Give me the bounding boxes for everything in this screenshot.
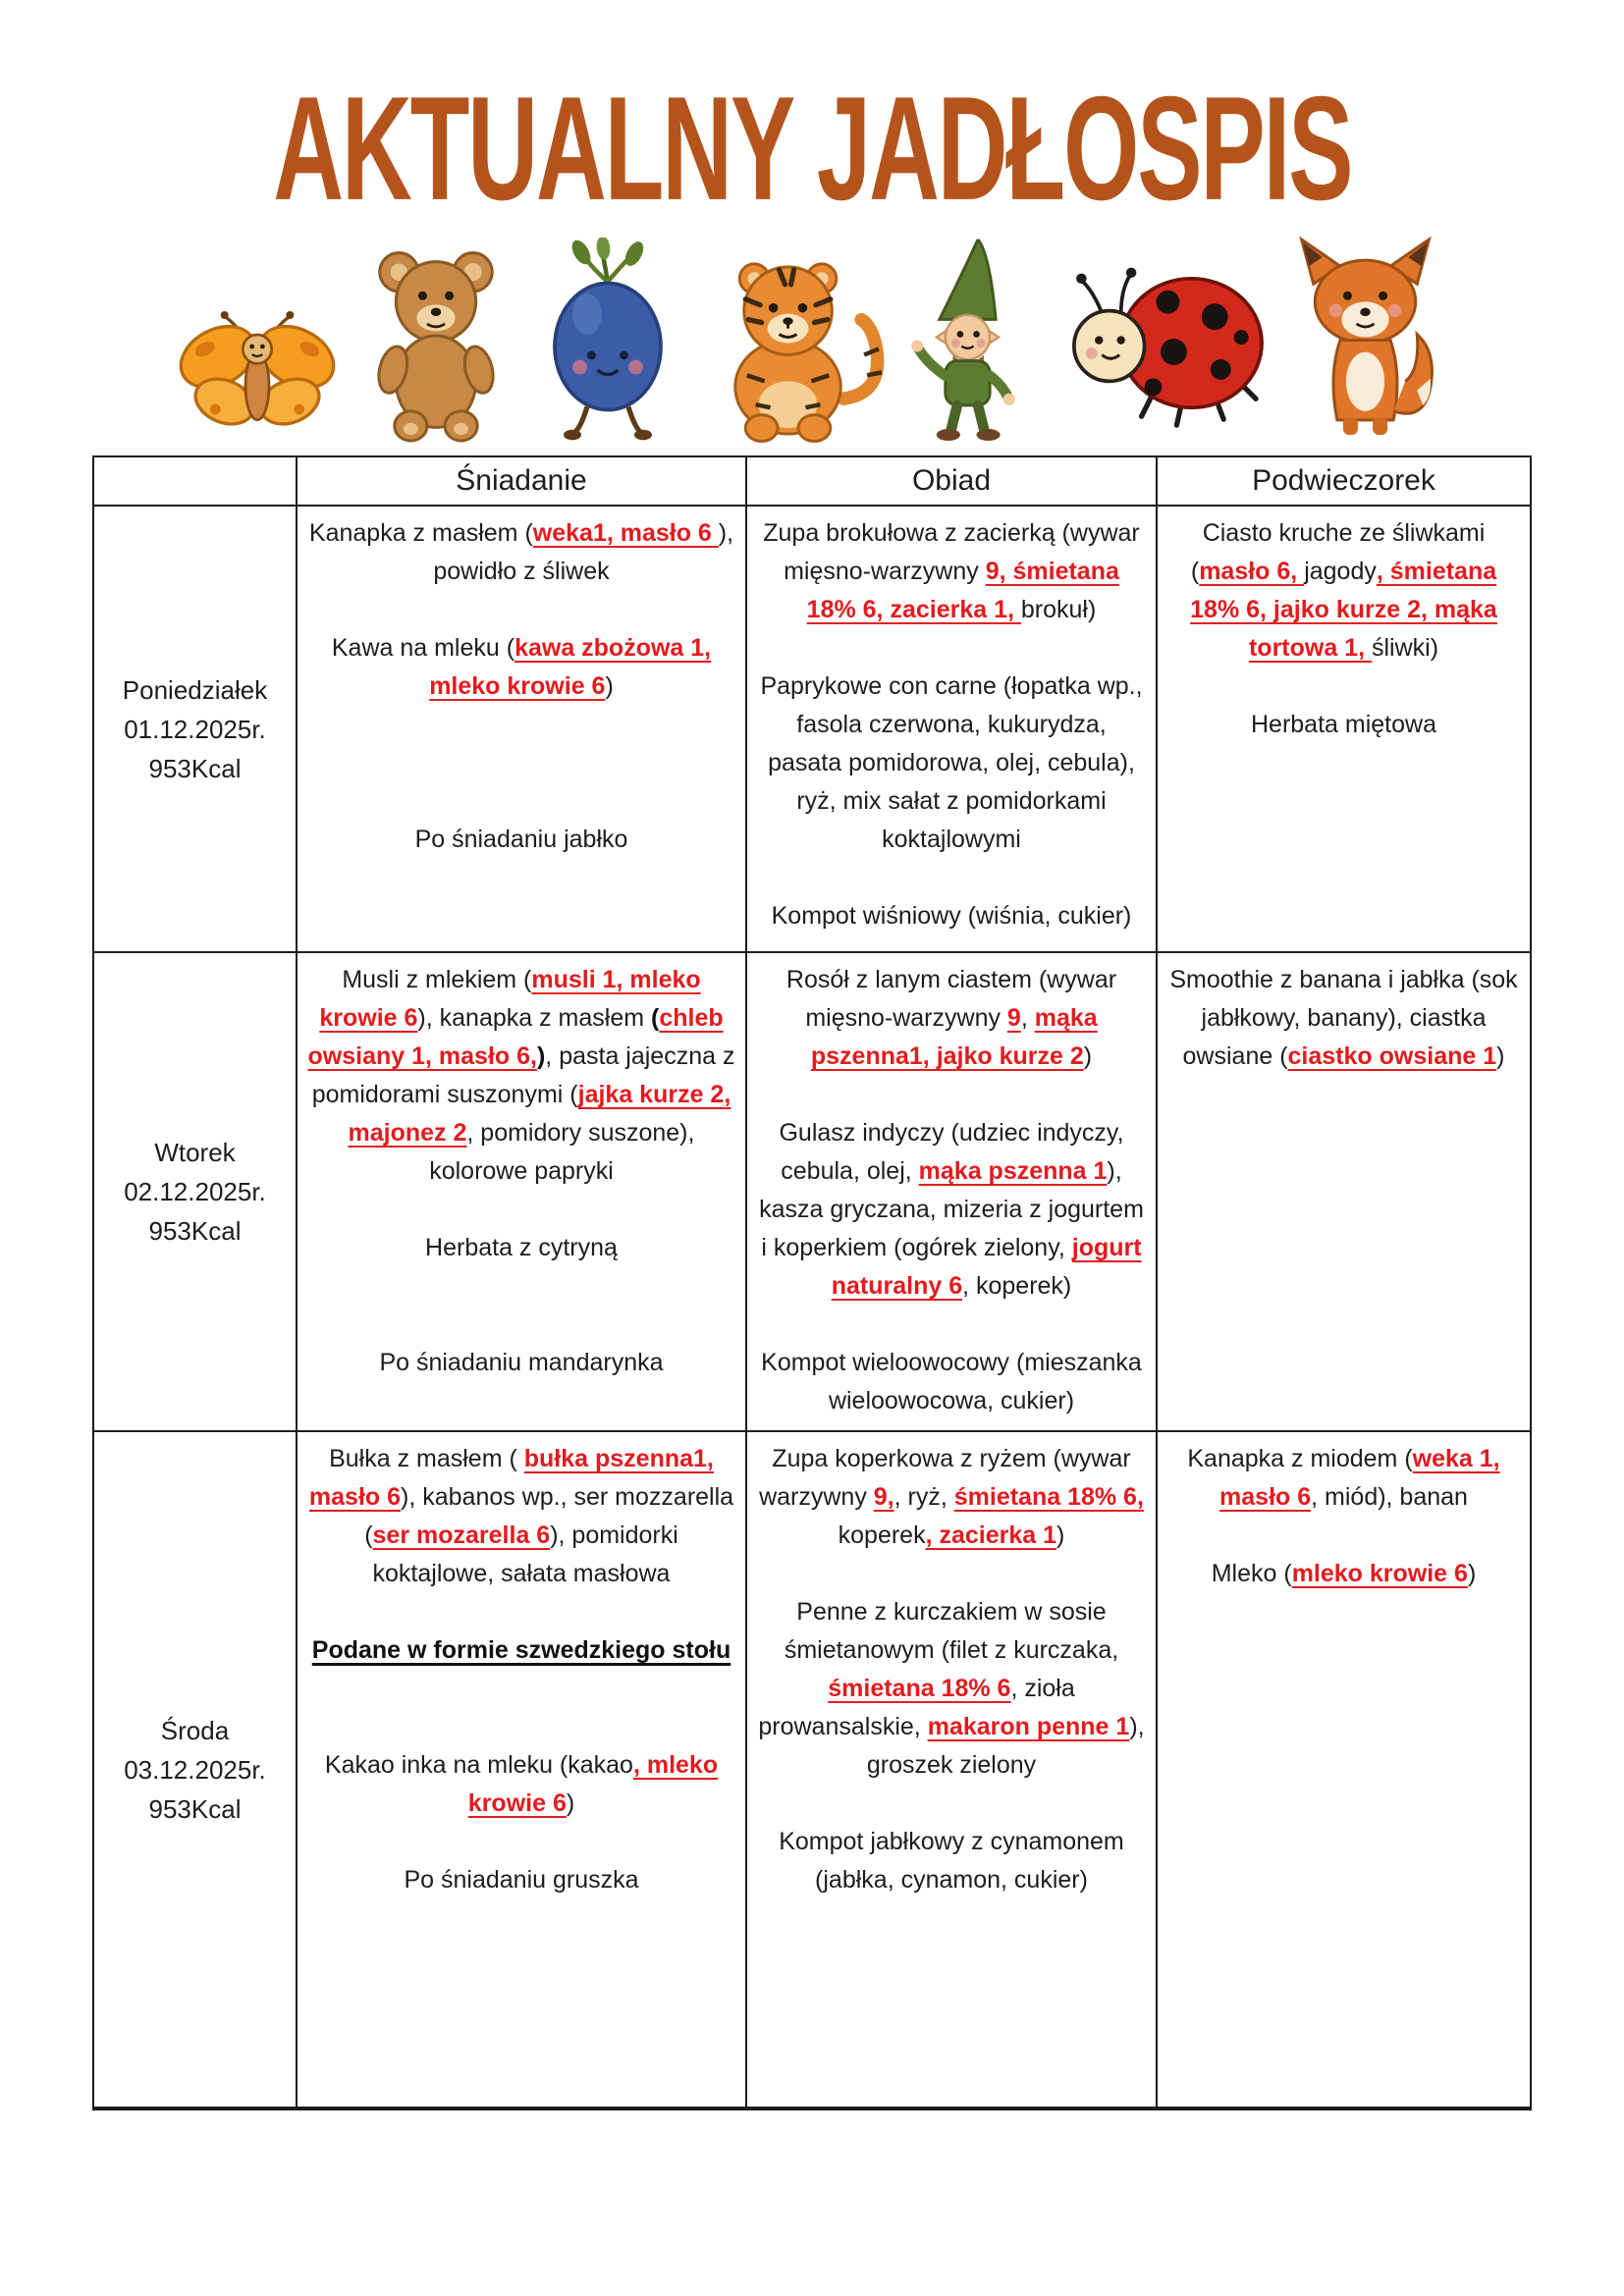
- text-segment: Kanapka z miodem (: [1187, 1445, 1413, 1472]
- text-segment: ), pomidorki koktajlowe, sałata masłowa: [372, 1522, 678, 1587]
- text-segment: ), kabanos wp., ser mozzarella (: [364, 1483, 734, 1549]
- menu-paragraph: [757, 1593, 1146, 1785]
- day-cell-sroda: [93, 1431, 297, 2109]
- menu-paragraph: [1167, 514, 1520, 667]
- text-segment: ), kanapka z masłem: [417, 1004, 652, 1032]
- blueberry-illustration: [528, 238, 687, 444]
- allergen-text-segment: weka 1, masło 6: [1219, 1445, 1500, 1511]
- menu-cell-podwieczorek-wtorek: [1157, 952, 1531, 1431]
- day-kcal: 953Kcal: [148, 1216, 242, 1246]
- menu-cell-sniadanie-sroda: [297, 1431, 746, 2109]
- allergen-text-segment: kawa zbożowa 1, mleko krowie 6: [429, 634, 712, 700]
- butterfly-illustration: [171, 296, 344, 444]
- text-segment: Rosół z lanym ciastem (wywar mięsno-warzywny: [785, 966, 1117, 1032]
- day-cell-wtorek: [93, 952, 297, 1431]
- menu-paragraph: [1167, 1440, 1520, 1517]
- spacer: [307, 744, 735, 782]
- allergen-text-segment: 9: [1006, 1004, 1021, 1032]
- text-segment: brokuł): [1020, 596, 1097, 623]
- text-segment: ): [1056, 1522, 1065, 1549]
- spacer: [1167, 667, 1520, 706]
- allergen-text-segment: 9, śmietana 18% 6, zacierka 1,: [806, 558, 1119, 623]
- menu-paragraph: [307, 961, 735, 1191]
- allergen-text-segment: jajka kurze 2, majonez 2: [348, 1081, 731, 1147]
- spacer: [307, 706, 735, 744]
- allergen-text-segment: , śmietana 18% 6, jajko kurze 2, mąka tortowa 1,: [1190, 558, 1497, 662]
- text-segment: ): [1083, 1042, 1093, 1070]
- spacer: [307, 1267, 735, 1306]
- menu-row-poniedzialek: [93, 506, 1531, 952]
- spacer: [307, 1306, 735, 1344]
- day-date: 03.12.2025r.: [124, 1754, 266, 1785]
- allergen-text-segment: , zacierka 1: [925, 1522, 1057, 1549]
- page-title-wrap: [0, 0, 1624, 232]
- day-date: 02.12.2025r.: [124, 1177, 266, 1206]
- allergen-text-segment: śmietana 18% 6,: [953, 1483, 1144, 1511]
- text-segment: ), powidło z śliwek: [433, 519, 734, 585]
- animal-illustration-strip: [0, 232, 1624, 444]
- menu-header-row: [93, 456, 1531, 506]
- allergen-text-segment: ciastko owsiane 1: [1287, 1042, 1497, 1070]
- menu-cell-sniadanie-wtorek: [297, 952, 746, 1431]
- spacer: [757, 1306, 1146, 1344]
- text-segment: Po śniadaniu jabłko: [414, 826, 628, 853]
- text-segment: Kakao inka na mleku (kakao: [324, 1751, 633, 1779]
- text-segment: Herbata z cytryną: [425, 1234, 618, 1261]
- text-segment: Zupa brokułowa z zacierką (wywar mięsno-warzywny: [763, 519, 1140, 585]
- menu-paragraph: [307, 1440, 735, 1593]
- menu-cell-obiad-wtorek: [746, 952, 1157, 1431]
- text-segment: Gulasz indyczy (udziec indyczy, cebula, olej,: [779, 1119, 1124, 1185]
- spacer: [757, 1555, 1146, 1593]
- day-kcal: 953Kcal: [148, 1793, 242, 1824]
- menu-paragraph: [307, 1631, 735, 1670]
- day-name: Środa: [160, 1715, 230, 1745]
- text-segment: ): [1467, 1560, 1477, 1587]
- allergen-text-segment: śmietana 18% 6: [828, 1675, 1011, 1702]
- day-name: Poniedziałek: [122, 674, 268, 705]
- menu-paragraph: [307, 1229, 735, 1267]
- allergen-text-segment: , mleko krowie 6: [467, 1751, 719, 1817]
- teddy-bear-illustration: [353, 240, 518, 444]
- text-segment: Penne z kurczakiem w sosie śmietanowym (filet z kurczaka,: [784, 1598, 1119, 1664]
- menu-cell-obiad-sroda: [746, 1431, 1157, 2109]
- allergen-text-segment: jogurt naturalny 6: [831, 1234, 1142, 1300]
- menu-cell-podwieczorek-poniedzialek: [1157, 506, 1531, 952]
- day-kcal: 953Kcal: [148, 753, 242, 783]
- text-segment: , pasta jajeczna z pomidorami suszonymi (: [311, 1042, 735, 1108]
- text-segment: ): [605, 672, 614, 700]
- text-segment: Bułka z masłem (: [329, 1445, 524, 1472]
- text-segment: Paprykowe con carne (łopatka wp., fasola czerwona, kukurydza, pasata pomidorowa, olej, cebula), ryż, mix sałat z pomidorkami koktajlowymi: [760, 672, 1143, 853]
- menu-paragraph: [757, 514, 1146, 629]
- allergen-text-segment: mleko krowie 6: [1291, 1560, 1468, 1587]
- menu-row-sroda: [93, 1431, 1531, 2109]
- text-segment: Herbata miętowa: [1251, 711, 1436, 738]
- menu-paragraph: [1167, 1555, 1520, 1593]
- allergen-text-segment: 9,: [873, 1483, 894, 1511]
- text-segment: Kompot jabłkowy z cynamonem (jabłka, cynamon, cukier): [779, 1828, 1124, 1894]
- page-title: AKTUALNY JADŁOSPIS: [272, 66, 1352, 232]
- spacer: [1167, 1517, 1520, 1555]
- menu-paragraph: [757, 1114, 1146, 1306]
- fox-illustration: [1280, 234, 1453, 444]
- spacer: [757, 1785, 1146, 1823]
- text-segment: ), kasza gryczana, mizeria z jogurtem i koperkiem (ogórek zielony,: [759, 1157, 1144, 1261]
- menu-paragraph: [757, 1344, 1146, 1420]
- spacer: [307, 1593, 735, 1631]
- text-segment: śliwki): [1371, 634, 1439, 662]
- allergen-text-segment: ser mozarella 6: [372, 1522, 551, 1549]
- text-segment: Kompot wieloowocowy (mieszanka wieloowocowa, cukier): [761, 1349, 1142, 1415]
- menu-paragraph: [757, 897, 1146, 935]
- menu-paragraph: [307, 1746, 735, 1823]
- allergen-text-segment: makaron penne 1: [927, 1713, 1130, 1740]
- allergen-text-segment: weka1, masło 6: [532, 519, 719, 547]
- text-segment: Po śniadaniu mandarynka: [379, 1349, 664, 1376]
- text-segment: jagody: [1304, 558, 1377, 585]
- spacer: [307, 1823, 735, 1861]
- text-segment: Musli z mlekiem (: [342, 966, 532, 993]
- text-segment: Po śniadaniu gruszka: [404, 1866, 639, 1894]
- text-segment: Smoothie z banana i jabłka (sok jabłkowy, banany), ciastka owsiane (: [1169, 966, 1518, 1070]
- menu-paragraph: [1167, 961, 1520, 1076]
- spacer: [757, 1076, 1146, 1114]
- spacer: [757, 859, 1146, 897]
- day-name: Wtorek: [154, 1138, 236, 1167]
- menu-table: [92, 455, 1532, 2110]
- text-segment: ): [1496, 1042, 1505, 1070]
- spacer: [307, 1708, 735, 1746]
- menu-paragraph: [757, 1823, 1146, 1899]
- menu-cell-sniadanie-poniedzialek: [297, 506, 746, 952]
- allergen-text-segment: musli 1, mleko krowie 6: [319, 966, 701, 1032]
- ladybug-illustration: [1051, 251, 1271, 444]
- day-cell-poniedzialek: [93, 506, 297, 952]
- text-segment: ): [566, 1789, 575, 1817]
- allergen-text-segment: bułka pszenna1, masło 6: [308, 1445, 714, 1511]
- text-segment: Kawa na mleku (: [331, 634, 515, 662]
- tiger-illustration: [697, 240, 893, 444]
- menu-paragraph: [307, 821, 735, 859]
- allergen-text-segment: mąka pszenna1, jajko kurze 2: [810, 1004, 1098, 1070]
- text-segment: , zioła prowansalskie,: [758, 1675, 1075, 1740]
- day-date: 01.12.2025r.: [124, 714, 266, 744]
- text-segment: ), groszek zielony: [866, 1713, 1145, 1779]
- text-segment: (: [651, 1004, 660, 1032]
- menu-paragraph: [307, 1344, 735, 1382]
- menu-paragraph: [1167, 706, 1520, 744]
- allergen-text-segment: masło 6,: [1199, 558, 1305, 585]
- header-obiad: Obiad: [746, 456, 1157, 506]
- menu-row-wtorek: [93, 952, 1531, 1431]
- header-sniadanie: Śniadanie: [297, 456, 746, 506]
- text-segment: ,: [1020, 1004, 1035, 1032]
- spacer: [307, 782, 735, 821]
- spacer: [307, 591, 735, 629]
- allergen-text-segment: mąka pszenna 1: [918, 1157, 1108, 1185]
- text-segment: Kanapka z masłem (: [308, 519, 533, 547]
- spacer: [757, 629, 1146, 667]
- text-segment: koperek: [838, 1522, 926, 1549]
- text-segment: Podane w formie szwedzkiego stołu: [311, 1636, 731, 1664]
- text-segment: , ryż,: [893, 1483, 954, 1511]
- elf-illustration: [903, 234, 1041, 444]
- menu-paragraph: [757, 667, 1146, 859]
- spacer: [307, 1191, 735, 1229]
- text-segment: , pomidory suszone), kolorowe papryki: [429, 1119, 695, 1185]
- text-segment: Zupa koperkowa z ryżem (wywar warzywny: [759, 1445, 1131, 1511]
- text-segment: ): [536, 1042, 546, 1070]
- text-segment: Kompot wiśniowy (wiśnia, cukier): [771, 902, 1132, 930]
- menu-paragraph: [757, 1440, 1146, 1555]
- menu-paragraph: [307, 514, 735, 591]
- menu-table-body: [93, 506, 1531, 2109]
- text-segment: Ciasto kruche ze śliwkami (: [1190, 519, 1486, 585]
- spacer: [307, 1670, 735, 1708]
- menu-paragraph: [757, 961, 1146, 1076]
- text-segment: Mleko (: [1211, 1560, 1292, 1587]
- text-segment: , miód), banan: [1311, 1483, 1468, 1511]
- header-day-column: [93, 456, 297, 506]
- menu-paragraph: [307, 629, 735, 706]
- menu-cell-podwieczorek-sroda: [1157, 1431, 1531, 2109]
- text-segment: , koperek): [962, 1272, 1072, 1300]
- allergen-text-segment: chleb owsiany 1, masło 6,: [307, 1004, 724, 1070]
- menu-cell-obiad-poniedzialek: [746, 506, 1157, 952]
- header-podwieczorek: Podwieczorek: [1157, 456, 1531, 506]
- menu-paragraph: [307, 1861, 735, 1899]
